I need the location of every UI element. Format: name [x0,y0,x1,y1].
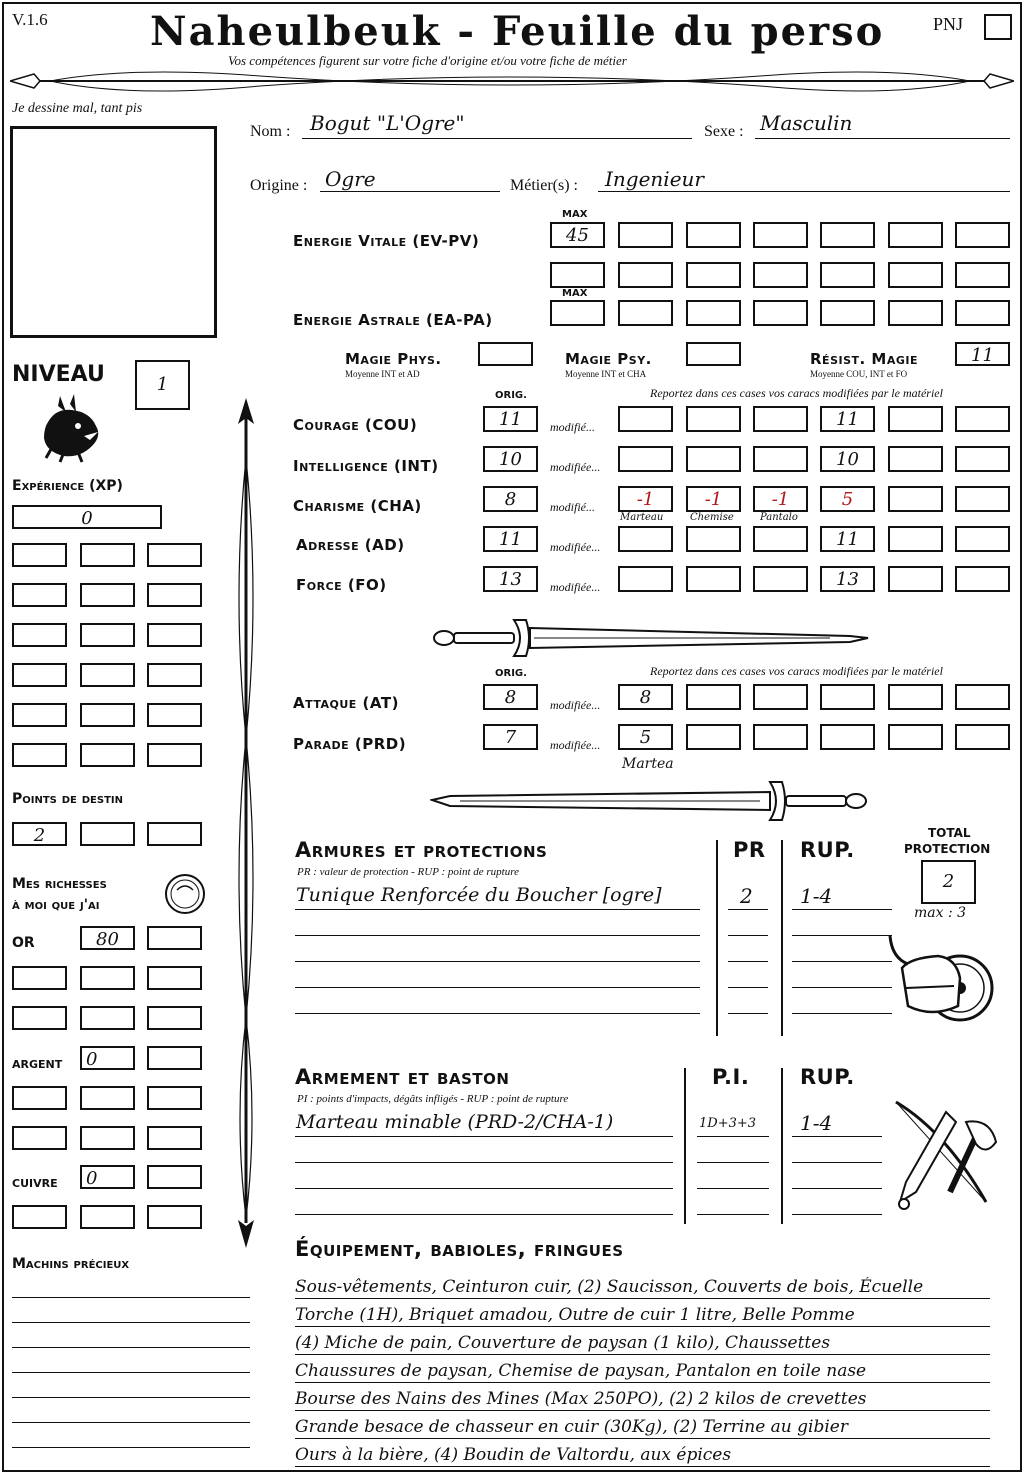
int-mod-box[interactable] [618,446,673,472]
combat-orig-label: ORIG. [495,668,527,679]
fo-mod-box[interactable] [955,566,1010,592]
ev-box[interactable] [686,262,741,288]
spear-divider-icon [10,64,1014,98]
magie-phys-sub: Moyenne INT et AD [345,369,420,379]
or-box[interactable] [147,1006,202,1030]
argent-box[interactable] [12,1126,67,1150]
cou-mod-box[interactable] [686,406,741,432]
machins-line [12,1397,250,1398]
prd-mod-box[interactable] [686,724,741,750]
fo-mod-box[interactable] [618,566,673,592]
armor-pr[interactable]: 2 [740,884,753,908]
ad-orig-box[interactable]: 11 [483,526,538,552]
metier-value[interactable]: Ingenieur [605,167,704,191]
armor-rup-line [792,935,892,936]
dragon-icon [40,392,105,464]
xp-tally-box[interactable] [12,743,67,767]
cuivre-box[interactable] [12,1205,67,1229]
equipment-line[interactable]: Grande besace de chasseur en cuir (30Kg), (2) Terrine au gibier [295,1417,990,1439]
ad-mod-box[interactable] [686,526,741,552]
cha-mod3-source: Pantalo [760,512,798,523]
or-box[interactable]: 80 [80,926,135,950]
at-mod-box[interactable]: 8 [618,684,673,710]
or-box[interactable] [147,966,202,990]
cha-mod-label: modifié... [550,500,595,514]
armor-pr-line [728,1013,768,1014]
cha-label: Charisme (CHA) [293,497,422,515]
equipment-line[interactable]: Sous-vêtements, Ceinturon cuir, (2) Saucisson, Couverts de bois, Écuelle [295,1277,990,1299]
fo-label: Force (FO) [296,576,387,594]
portrait-caption: Je dessine mal, tant pis [12,101,143,116]
weapon-pi[interactable]: 1D+3+3 [699,1116,757,1131]
machins-line [12,1372,250,1373]
sexe-line [755,138,1010,139]
xp-tally-box[interactable] [12,543,67,567]
armor-pr-header: PR [733,838,766,862]
prd-mod-box[interactable] [888,724,943,750]
ev-box[interactable] [820,262,875,288]
xp-tally-box[interactable] [80,743,135,767]
equipment-line[interactable]: Bourse des Nains des Mines (Max 250PO), (2) 2 kilos de crevettes [295,1389,990,1411]
coin-icon [163,872,207,916]
cha-mod-box[interactable]: -1 [753,486,808,512]
armor-line [295,909,700,910]
origine-line [320,191,500,192]
pnj-label: PNJ [933,14,964,34]
argent-box[interactable] [147,1086,202,1110]
armor-pr-line [728,961,768,962]
prd-orig-box[interactable]: 7 [483,724,538,750]
ev-box[interactable] [753,222,808,248]
fo-mod-box[interactable] [888,566,943,592]
weapon-pi-line [697,1188,769,1189]
magie-psy-box[interactable] [686,342,741,366]
ev-max-label: MAX [562,209,588,220]
machins-line [12,1297,250,1298]
version-label: V.1.6 [12,10,48,29]
argent-box[interactable]: 0 [80,1046,135,1070]
ad-mod-box[interactable] [618,526,673,552]
ev-max-box[interactable]: 45 [550,222,605,248]
xp-tally-box[interactable] [147,703,202,727]
ea-max-label: MAX [562,288,588,299]
armor-rup-line [792,961,892,962]
argent-box[interactable] [80,1126,135,1150]
combat-report-note: Reportez dans ces cases vos caracs modifiées par le matériel [650,664,943,678]
cou-label: Courage (COU) [293,416,418,434]
richesses-label-2: à moi que j'ai [12,897,100,913]
weapon-line [295,1136,673,1137]
richesses-label: Mes richesses [12,876,107,892]
ev-box[interactable] [686,222,741,248]
xp-tally-box[interactable] [147,543,202,567]
ea-box[interactable] [618,300,673,326]
at-mod-box[interactable] [955,684,1010,710]
magie-psy-label: Magie Psy. [565,350,652,368]
prd-mod-box[interactable] [753,724,808,750]
xp-tally-box[interactable] [12,663,67,687]
weapon-pi-line [697,1162,769,1163]
magie-psy-sub: Moyenne INT et CHA [565,369,647,379]
prd-mod-box[interactable] [820,724,875,750]
cha-mod1-source: Marteau [620,512,664,523]
total-protection-label-2: PROTECTION [904,842,991,856]
weapons-note: PI : points d'impacts, dégâts infligés - RUP : point de rupture [297,1093,569,1105]
fo-mod-box[interactable] [753,566,808,592]
weapons-divider [781,1068,783,1224]
weapon-rup[interactable]: 1-4 [800,1111,833,1135]
int-mod-box[interactable] [686,446,741,472]
armor-title: Armures et protections [295,838,548,862]
equipment-line[interactable]: Torche (1H), Briquet amadou, Outre de cuir 1 litre, Belle Pomme [295,1305,990,1327]
ev-box[interactable] [550,262,605,288]
ea-box[interactable] [686,300,741,326]
weapon-item[interactable]: Marteau minable (PRD-2/CHA-1) [296,1111,614,1133]
armor-item[interactable]: Tunique Renforcée du Boucher [ogre] [296,884,662,906]
cha-final-box[interactable]: 5 [820,486,875,512]
ad-mod-label: modifiée... [550,540,601,554]
or-label: OR [12,935,35,951]
armor-note: PR : valeur de protection - RUP : point de rupture [297,866,519,878]
ea-max-box[interactable] [550,300,605,326]
cha-mod-box[interactable]: -1 [686,486,741,512]
sexe-label: Sexe : [704,123,744,140]
xp-tally-box[interactable] [147,663,202,687]
xp-tally-box[interactable] [12,703,67,727]
int-orig-box[interactable]: 10 [483,446,538,472]
ad-mod-box[interactable] [753,526,808,552]
armor-divider [716,840,718,1036]
ea-label: Energie Astrale (EA-PA) [293,311,493,329]
xp-tally-box[interactable] [80,703,135,727]
armor-divider [781,840,783,1036]
xp-tally-box[interactable] [80,543,135,567]
nom-label: Nom : [250,123,291,140]
fo-mod-label: modifiée... [550,580,601,594]
ev-box[interactable] [955,222,1010,248]
metier-line [598,191,1010,192]
cha-mod2-source: Chemise [690,512,734,523]
or-box[interactable] [12,1006,67,1030]
or-box[interactable] [12,966,67,990]
ea-box[interactable] [753,300,808,326]
equipment-line[interactable]: (4) Miche de pain, Couverture de paysan (1 kilo), Chaussettes [295,1333,990,1355]
at-label: Attaque (AT) [293,694,399,712]
magie-phys-label: Magie Phys. [345,350,442,368]
xp-tally-box[interactable] [12,623,67,647]
cou-mod-box[interactable] [955,406,1010,432]
ev-box[interactable] [618,262,673,288]
resist-magie-box[interactable]: 11 [955,342,1010,366]
magie-phys-box[interactable] [478,342,533,366]
sheet-title: Naheulbeuk - Feuille du perso [150,8,885,55]
ev-box[interactable] [618,222,673,248]
cou-mod-box[interactable] [753,406,808,432]
vertical-spear-icon [228,398,264,1248]
armor-rup-header: RUP. [800,838,855,862]
sheet-subtitle: Vos compétences figurent sur votre fiche d'origine et/ou votre fiche de métier [228,53,627,68]
sword-icon [430,612,870,662]
prd-mod-source: Martea [622,756,674,772]
weapon-rup-line [792,1136,882,1137]
ev-box[interactable] [888,262,943,288]
cha-mod-box[interactable] [955,486,1010,512]
weapon-rup-line [792,1188,882,1189]
at-mod-box[interactable] [820,684,875,710]
at-mod-label: modifiée... [550,698,601,712]
cou-mod-box[interactable] [888,406,943,432]
argent-box[interactable] [12,1086,67,1110]
ev-label: Energie Vitale (EV-PV) [293,232,480,250]
ad-final-box[interactable]: 11 [820,526,875,552]
total-protection-box[interactable]: 2 [921,860,976,904]
equipment-line[interactable]: Chaussures de paysan, Chemise de paysan, Pantalon en toile nase [295,1361,990,1383]
resist-magie-sub: Moyenne COU, INT et FO [810,369,908,379]
int-mod-box[interactable] [753,446,808,472]
cuivre-label: CUIVRE [12,1177,58,1190]
argent-box[interactable] [80,1086,135,1110]
xp-tally-box[interactable] [147,583,202,607]
cha-orig-box[interactable]: 8 [483,486,538,512]
weapons-rup-header: RUP. [800,1065,855,1089]
armor-line [295,1013,700,1014]
fo-orig-box[interactable]: 13 [483,566,538,592]
cou-orig-box[interactable]: 11 [483,406,538,432]
niveau-box[interactable]: 1 [135,360,190,410]
xp-tally-box[interactable] [147,623,202,647]
weapon-line [295,1188,673,1189]
or-box[interactable] [147,926,202,950]
cuivre-box[interactable] [80,1205,135,1229]
armor-rup-line [792,1013,892,1014]
cuivre-box[interactable] [147,1165,202,1189]
xp-tally-box[interactable] [147,743,202,767]
ev-box[interactable] [753,262,808,288]
fo-final-box[interactable]: 13 [820,566,875,592]
prd-mod-box[interactable] [955,724,1010,750]
equipment-title: Équipement, babioles, fringues [295,1237,624,1261]
ea-box[interactable] [955,300,1010,326]
at-mod-box[interactable] [753,684,808,710]
armor-pr-line [728,909,768,910]
armor-pr-line [728,987,768,988]
argent-box[interactable] [147,1126,202,1150]
weapons-icon [886,1092,1012,1218]
weapons-title: Armement et baston [295,1065,510,1089]
armor-pr-line [728,935,768,936]
sexe-value[interactable]: Masculin [760,111,853,135]
xp-tally-box[interactable] [80,663,135,687]
int-final-box[interactable]: 10 [820,446,875,472]
ev-box[interactable] [955,262,1010,288]
machins-line [12,1447,250,1448]
xp-tally-box[interactable] [12,583,67,607]
portrait-box[interactable] [10,126,217,338]
cou-mod-box[interactable] [618,406,673,432]
xp-tally-box[interactable] [80,583,135,607]
armor-rup-line [792,909,892,910]
destin-box[interactable] [147,822,202,846]
int-mod-label: modifiée... [550,460,601,474]
armor-rup[interactable]: 1-4 [800,884,833,908]
xp-tally-box[interactable] [80,623,135,647]
weapon-rup-line [792,1214,882,1215]
at-mod-box[interactable] [686,684,741,710]
armor-line [295,961,700,962]
int-mod-box[interactable] [955,446,1010,472]
orig-label: ORIG. [495,390,527,401]
helmet-shield-icon [888,928,998,1038]
pnj-checkbox[interactable] [984,14,1012,40]
cha-mod-box[interactable]: -1 [618,486,673,512]
argent-label: ARGENT [12,1058,63,1071]
xp-label: Expérience (XP) [12,478,123,494]
ev-box[interactable] [888,222,943,248]
total-protection-label: TOTAL [928,826,971,840]
int-mod-box[interactable] [888,446,943,472]
machins-line [12,1347,250,1348]
or-box[interactable] [80,1006,135,1030]
ad-mod-box[interactable] [955,526,1010,552]
cou-mod-label: modifié... [550,420,595,434]
ea-box[interactable] [888,300,943,326]
or-box[interactable] [80,966,135,990]
machins-line [12,1322,250,1323]
cuivre-box[interactable] [147,1205,202,1229]
cha-mod-box[interactable] [888,486,943,512]
weapon-rup-line [792,1162,882,1163]
at-orig-box[interactable]: 8 [483,684,538,710]
ev-box[interactable] [820,222,875,248]
weapon-pi-line [697,1214,769,1215]
prd-label: Parade (PRD) [293,735,407,753]
niveau-label: NIVEAU [12,362,105,387]
ad-mod-box[interactable] [888,526,943,552]
weapons-pi-header: P.I. [712,1065,750,1089]
destin-box[interactable]: 2 [12,822,67,846]
prd-mod-label: modifiée... [550,738,601,752]
nom-value[interactable]: Bogut "L'Ogre" [310,111,465,135]
protection-max: max : 3 [914,905,967,921]
weapon-pi-line [697,1136,769,1137]
prd-mod-box[interactable]: 5 [618,724,673,750]
argent-box[interactable] [147,1046,202,1070]
cou-final-box[interactable]: 11 [820,406,875,432]
metier-label: Métier(s) : [510,177,578,194]
weapon-line [295,1214,673,1215]
armor-line [295,987,700,988]
weapon-line [295,1162,673,1163]
ea-box[interactable] [820,300,875,326]
destin-box[interactable] [80,822,135,846]
origine-label: Origine : [250,177,308,194]
ad-label: Adresse (AD) [296,536,405,554]
armor-rup-line [792,987,892,988]
machins-line [12,1422,250,1423]
equipment-line[interactable]: Ours à la bière, (4) Boudin de Valtordu, aux épices [295,1445,990,1467]
fo-mod-box[interactable] [686,566,741,592]
cuivre-box[interactable]: 0 [80,1165,135,1189]
int-label: Intelligence (INT) [293,457,439,475]
weapons-divider [684,1068,686,1224]
armor-line [295,935,700,936]
xp-box[interactable]: 0 [12,505,162,529]
resist-magie-label: Résist. Magie [810,350,919,368]
nom-line [302,138,692,139]
sword-icon [430,776,870,826]
destin-label: Points de destin [12,791,123,807]
machins-label: Machins précieux [12,1256,130,1272]
report-note: Reportez dans ces cases vos caracs modifiées par le matériel [650,386,943,400]
origine-value[interactable]: Ogre [325,167,376,191]
at-mod-box[interactable] [888,684,943,710]
